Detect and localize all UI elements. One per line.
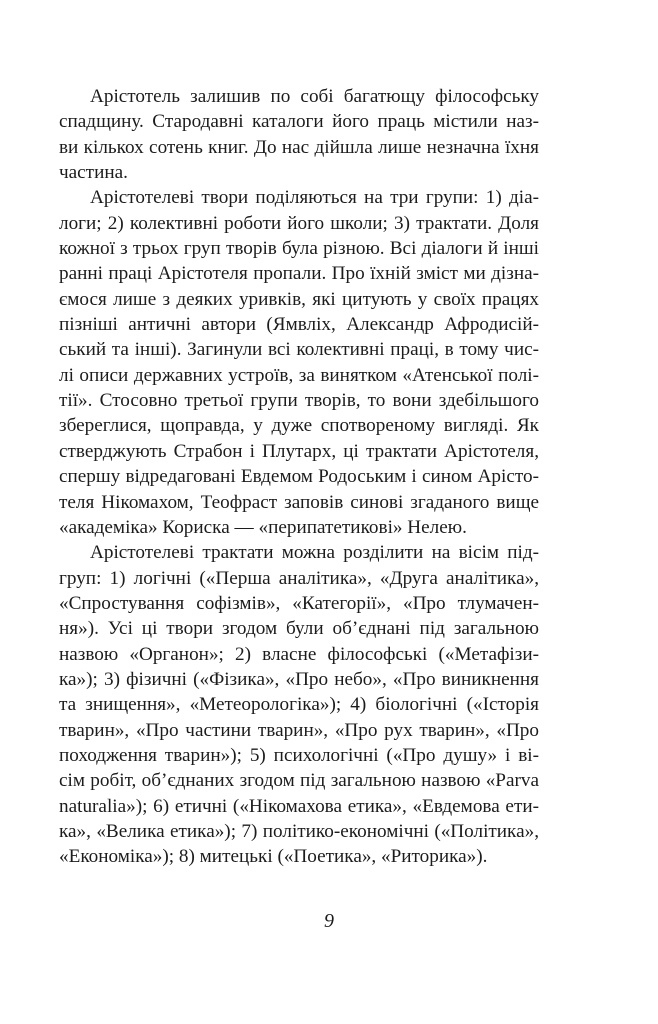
- text-line: збереглися, щоправда, у дуже спотвореному вигляді. Як: [59, 415, 539, 437]
- text-line: кожної з трьох груп творів була різною. Всі діалоги й інші: [59, 238, 539, 260]
- text-line: «Економіка»); 8) митецькі («Поетика», «Риторика»).: [59, 846, 488, 868]
- text-line: тії». Стосовно третьої групи творів, то вони здебільшого: [59, 390, 539, 412]
- text-line: «академіка» Кориска — «перипатетикові» Нелею.: [59, 516, 467, 538]
- text-line: тварин», «Про частини тварин», «Про рух тварин», «Про: [59, 719, 539, 741]
- text-line: груп: 1) логічні («Перша аналітика», «Друга аналітика»,: [59, 567, 539, 589]
- text-line: походження тварин»); 5) психологічні («Про душу» і ві-: [59, 744, 539, 766]
- text-line: ський та інші). Загинули всі колективні праці, в тому чис-: [59, 339, 539, 361]
- text-line: теля Нікомахом, Теофраст заповів синові згаданого вище: [59, 491, 539, 513]
- text-line: логи; 2) колективні роботи його школи; 3) трактати. Доля: [59, 212, 539, 234]
- text-line: Арістотель залишив по собі багатющу філософську: [90, 86, 539, 107]
- text-line: сім робіт, об’єднаних згодом під загальною назвою «Parva: [59, 770, 539, 792]
- text-line: «Спростування софізмів», «Категорії», «Про тлумачен-: [59, 592, 539, 614]
- text-line: ви кількох сотень книг. До нас дійшла лише незначна їхня: [59, 136, 539, 158]
- text-line: Арістотелеві трактати можна розділити на вісім під-: [90, 542, 539, 564]
- text-line: ка»); 3) фізичні («Фізика», «Про небо», «Про виникнення: [59, 668, 539, 690]
- paragraph: [59, 185, 539, 540]
- page-number: 9: [324, 910, 334, 932]
- text-line: частина.: [59, 162, 128, 184]
- text-line: ка», «Велика етика»); 7) політико-економічні («Політика»,: [59, 820, 539, 842]
- text-line: та знищення», «Метеорологіка»); 4) біологічні («Історія: [59, 694, 539, 716]
- text-line: пізніші античні автори (Ямвліх, Александр Афродисій-: [59, 314, 539, 336]
- text-line: стверджують Страбон і Плутарх, ці трактати Арістотеля,: [59, 440, 539, 462]
- text-line: лі описи державних устроїв, за винятком «Атенської полі-: [59, 364, 539, 386]
- body-text: [59, 84, 539, 870]
- text-line: назвою «Органон»; 2) власне філософські («Метафізи-: [59, 643, 539, 665]
- text-line: Арістотелеві твори поділяються на три групи: 1) діа-: [90, 187, 539, 209]
- text-line: naturalia»); 6) етичні («Нікомахова етика», «Евдемова ети-: [59, 795, 539, 817]
- paragraph: [59, 540, 539, 869]
- paragraph: [59, 84, 539, 185]
- text-line: спершу відредаговані Евдемом Родоським і сином Арісто-: [59, 466, 539, 488]
- text-line: спадщину. Стародавні каталоги його праць містили наз-: [59, 111, 539, 133]
- text-line: ня»). Усі ці твори згодом були об’єднані під загальною: [59, 618, 539, 640]
- text-line: ємося лише з деяких уривків, які цитують у своїх працях: [59, 288, 539, 310]
- text-line: ранні праці Арістотеля пропали. Про їхній зміст ми дізна-: [59, 263, 539, 285]
